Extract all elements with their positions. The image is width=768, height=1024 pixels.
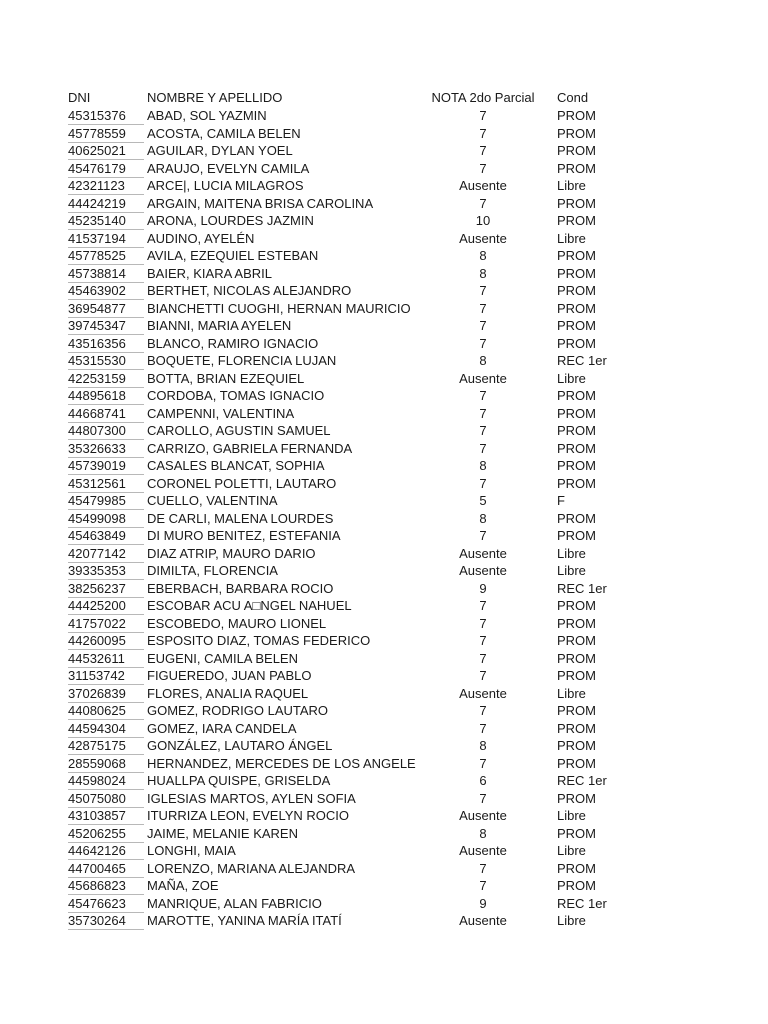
dni-cell: 44594304 — [68, 720, 144, 738]
table-row — [68, 685, 628, 703]
dni-cell: 39335353 — [68, 562, 144, 580]
cond-cell: PROM — [557, 265, 596, 281]
table-row — [68, 440, 628, 458]
header-cond: Cond — [557, 90, 589, 105]
name-cell: CASALES BLANCAT, SOPHIA — [147, 458, 325, 473]
dni-cell: 45476623 — [68, 895, 144, 913]
nota-cell: Ausente — [459, 685, 507, 701]
dni-cell: 43516356 — [68, 335, 144, 353]
name-cell: DI MURO BENITEZ, ESTEFANIA — [147, 528, 341, 543]
dni-cell: 37026839 — [68, 685, 144, 703]
table-row — [68, 527, 628, 545]
name-cell: ARGAIN, MAITENA BRISA CAROLINA — [147, 195, 374, 211]
nota-cell: 7 — [479, 475, 487, 491]
nota-cell: 7 — [479, 598, 487, 613]
cond-cell: PROM — [557, 528, 596, 543]
dni-cell: 44807300 — [68, 422, 144, 440]
name-cell: CORONEL POLETTI, LAUTARO — [147, 475, 337, 491]
cond-cell: Libre — [557, 370, 586, 386]
name-cell: CARRIZO, GABRIELA FERNANDA — [147, 440, 353, 456]
grades-table — [68, 89, 628, 930]
dni-cell: 45315530 — [68, 352, 144, 370]
name-cell: AUDINO, AYELÉN — [147, 230, 255, 246]
nota-cell: 7 — [479, 755, 487, 771]
nota-cell: 7 — [479, 423, 487, 438]
cond-cell: REC 1er — [557, 353, 607, 368]
table-row — [68, 125, 628, 143]
cond-cell: PROM — [557, 318, 596, 333]
name-cell: BIANNI, MARIA AYELEN — [147, 318, 292, 333]
cond-cell: PROM — [557, 825, 596, 841]
table-row — [68, 580, 628, 598]
cond-cell: PROM — [557, 195, 596, 211]
nota-cell: 7 — [479, 318, 487, 333]
dni-cell: 44425200 — [68, 597, 144, 615]
table-row — [68, 720, 628, 738]
name-cell: ACOSTA, CAMILA BELEN — [147, 125, 301, 141]
name-cell: BLANCO, RAMIRO IGNACIO — [147, 335, 319, 351]
cond-cell: PROM — [557, 703, 596, 718]
nota-cell: 9 — [479, 580, 487, 596]
nota-cell: 7 — [479, 720, 487, 736]
table-row — [68, 352, 628, 370]
table-row — [68, 405, 628, 423]
table-row — [68, 860, 628, 878]
cond-cell: PROM — [557, 720, 596, 736]
nota-cell: 7 — [479, 878, 487, 893]
dni-cell: 45479985 — [68, 492, 144, 510]
dni-cell: 44668741 — [68, 405, 144, 423]
table-row — [68, 335, 628, 353]
nota-cell: 8 — [479, 458, 487, 473]
cond-cell: PROM — [557, 440, 596, 456]
dni-cell: 45235140 — [68, 212, 144, 230]
cond-cell: PROM — [557, 300, 596, 316]
table-row — [68, 370, 628, 388]
nota-cell: 10 — [475, 213, 491, 228]
table-row — [68, 457, 628, 475]
dni-cell: 39745347 — [68, 317, 144, 335]
cond-cell: Libre — [557, 808, 586, 823]
dni-cell: 43103857 — [68, 807, 144, 825]
cond-cell: Libre — [557, 545, 586, 561]
name-cell: DIMILTA, FLORENCIA — [147, 563, 278, 578]
nota-cell: 7 — [479, 283, 487, 298]
dni-cell: 35326633 — [68, 440, 144, 458]
name-cell: MANRIQUE, ALAN FABRICIO — [147, 895, 322, 911]
nota-cell: 7 — [479, 615, 487, 631]
table-row — [68, 895, 628, 913]
table-row — [68, 160, 628, 178]
cond-cell: PROM — [557, 423, 596, 438]
table-body — [68, 107, 628, 930]
name-cell: ESCOBAR ACU A□NGEL NAHUEL — [147, 598, 352, 613]
cond-cell: PROM — [557, 755, 596, 771]
cond-cell: PROM — [557, 878, 596, 893]
name-cell: LONGHI, MAIA — [147, 843, 236, 858]
table-row — [68, 492, 628, 510]
table-row — [68, 195, 628, 213]
dni-cell: 36954877 — [68, 300, 144, 318]
table-row — [68, 510, 628, 528]
name-cell: ESCOBEDO, MAURO LIONEL — [147, 615, 327, 631]
dni-cell: 40625021 — [68, 142, 144, 160]
table-row — [68, 107, 628, 125]
dni-cell: 44260095 — [68, 632, 144, 650]
cond-cell: F — [557, 493, 565, 508]
nota-cell: 5 — [479, 493, 487, 508]
nota-cell: 8 — [479, 248, 487, 263]
name-cell: CAMPENNI, VALENTINA — [147, 405, 295, 421]
name-cell: EBERBACH, BARBARA ROCIO — [147, 580, 334, 596]
nota-cell: 7 — [479, 633, 487, 648]
nota-cell: 7 — [479, 528, 487, 543]
name-cell: ABAD, SOL YAZMIN — [147, 108, 267, 123]
cond-cell: Libre — [557, 230, 586, 246]
cond-cell: PROM — [557, 475, 596, 491]
cond-cell: REC 1er — [557, 895, 607, 911]
dni-cell: 45312561 — [68, 475, 144, 493]
nota-cell: 8 — [479, 265, 487, 281]
dni-cell: 28559068 — [68, 755, 144, 773]
name-cell: BERTHET, NICOLAS ALEJANDRO — [147, 283, 352, 298]
dni-cell: 42321123 — [68, 177, 144, 195]
name-cell: ITURRIZA LEON, EVELYN ROCIO — [147, 808, 350, 823]
nota-cell: 9 — [479, 895, 487, 911]
table-row — [68, 790, 628, 808]
cond-cell: Libre — [557, 563, 586, 578]
table-row — [68, 562, 628, 580]
cond-cell: PROM — [557, 283, 596, 298]
table-row — [68, 545, 628, 563]
nota-cell: 7 — [479, 668, 487, 683]
name-cell: CAROLLO, AGUSTIN SAMUEL — [147, 423, 331, 438]
nota-cell: 7 — [479, 388, 487, 403]
nota-cell: Ausente — [459, 563, 507, 578]
dni-cell: 45463849 — [68, 527, 144, 545]
name-cell: BIANCHETTI CUOGHI, HERNAN MAURICIO — [147, 300, 411, 316]
cond-cell: PROM — [557, 335, 596, 351]
name-cell: DIAZ ATRIP, MAURO DARIO — [147, 545, 316, 561]
nota-cell: 8 — [479, 510, 487, 526]
cond-cell: PROM — [557, 860, 596, 876]
table-row — [68, 475, 628, 493]
table-row — [68, 842, 628, 860]
table-row — [68, 387, 628, 405]
dni-cell: 45686823 — [68, 877, 144, 895]
name-cell: ARAUJO, EVELYN CAMILA — [147, 160, 310, 176]
table-row — [68, 212, 628, 230]
cond-cell: Libre — [557, 178, 586, 193]
table-row — [68, 265, 628, 283]
name-cell: CUELLO, VALENTINA — [147, 493, 278, 508]
dni-cell: 45778559 — [68, 125, 144, 143]
table-row — [68, 230, 628, 248]
cond-cell: PROM — [557, 213, 596, 228]
cond-cell: PROM — [557, 598, 596, 613]
nota-cell: Ausente — [459, 843, 507, 858]
cond-cell: PROM — [557, 738, 596, 753]
dni-cell: 45315376 — [68, 107, 144, 125]
dni-cell: 35730264 — [68, 912, 144, 930]
name-cell: EUGENI, CAMILA BELEN — [147, 650, 298, 666]
table-row — [68, 615, 628, 633]
dni-cell: 42253159 — [68, 370, 144, 388]
name-cell: AVILA, EZEQUIEL ESTEBAN — [147, 248, 319, 263]
name-cell: HERNANDEZ, MERCEDES DE LOS ANGELE — [147, 755, 416, 771]
dni-cell: 42077142 — [68, 545, 144, 563]
table-row — [68, 667, 628, 685]
table-row — [68, 247, 628, 265]
name-cell: MAROTTE, YANINA MARÍA ITATÍ — [147, 913, 342, 928]
table-row — [68, 772, 628, 790]
cond-cell: Libre — [557, 685, 586, 701]
name-cell: BOQUETE, FLORENCIA LUJAN — [147, 353, 337, 368]
nota-cell: 7 — [479, 860, 487, 876]
cond-cell: REC 1er — [557, 773, 607, 788]
cond-cell: PROM — [557, 633, 596, 648]
cond-cell: PROM — [557, 668, 596, 683]
dni-cell: 45499098 — [68, 510, 144, 528]
nota-cell: 7 — [479, 300, 487, 316]
dni-cell: 45476179 — [68, 160, 144, 178]
dni-cell: 44424219 — [68, 195, 144, 213]
cond-cell: PROM — [557, 650, 596, 666]
dni-cell: 41757022 — [68, 615, 144, 633]
table-row — [68, 825, 628, 843]
header-nota: NOTA 2do Parcial — [431, 90, 535, 105]
header-dni: DNI — [68, 90, 91, 105]
table-row — [68, 282, 628, 300]
name-cell: FIGUEREDO, JUAN PABLO — [147, 668, 312, 683]
nota-cell: 7 — [479, 703, 487, 718]
dni-cell: 45463902 — [68, 282, 144, 300]
nota-cell: 6 — [479, 773, 487, 788]
nota-cell: 7 — [479, 108, 487, 123]
nota-cell: 7 — [479, 335, 487, 351]
dni-cell: 44642126 — [68, 842, 144, 860]
cond-cell: PROM — [557, 125, 596, 141]
cond-cell: PROM — [557, 248, 596, 263]
name-cell: FLORES, ANALIA RAQUEL — [147, 685, 309, 701]
cond-cell: PROM — [557, 405, 596, 421]
name-cell: BOTTA, BRIAN EZEQUIEL — [147, 370, 305, 386]
nota-cell: 7 — [479, 143, 487, 158]
table-row — [68, 755, 628, 773]
cond-cell: PROM — [557, 160, 596, 176]
nota-cell: 8 — [479, 353, 487, 368]
cond-cell: PROM — [557, 388, 596, 403]
name-cell: AGUILAR, DYLAN YOEL — [147, 143, 293, 158]
dni-cell: 44532611 — [68, 650, 144, 668]
dni-cell: 45739019 — [68, 457, 144, 475]
cond-cell: REC 1er — [557, 580, 607, 596]
table-row — [68, 597, 628, 615]
nota-cell: 7 — [479, 125, 487, 141]
nota-cell: 7 — [479, 160, 487, 176]
table-row — [68, 177, 628, 195]
dni-cell: 44080625 — [68, 702, 144, 720]
name-cell: LORENZO, MARIANA ALEJANDRA — [147, 860, 356, 876]
name-cell: HUALLPA QUISPE, GRISELDA — [147, 773, 331, 788]
table-row — [68, 877, 628, 895]
cond-cell: PROM — [557, 108, 596, 123]
dni-cell: 45206255 — [68, 825, 144, 843]
name-cell: DE CARLI, MALENA LOURDES — [147, 510, 334, 526]
cond-cell: PROM — [557, 143, 596, 158]
nota-cell: Ausente — [459, 230, 507, 246]
cond-cell: PROM — [557, 790, 596, 806]
nota-cell: 7 — [479, 195, 487, 211]
nota-cell: 8 — [479, 825, 487, 841]
name-cell: MAÑA, ZOE — [147, 878, 219, 893]
nota-cell: 8 — [479, 738, 487, 753]
cond-cell: PROM — [557, 615, 596, 631]
cond-cell: PROM — [557, 510, 596, 526]
dni-cell: 45778525 — [68, 247, 144, 265]
dni-cell: 44895618 — [68, 387, 144, 405]
dni-cell: 41537194 — [68, 230, 144, 248]
table-row — [68, 142, 628, 160]
name-cell: GONZÁLEZ, LAUTARO ÁNGEL — [147, 738, 333, 753]
dni-cell: 44700465 — [68, 860, 144, 878]
dni-cell: 45738814 — [68, 265, 144, 283]
nota-cell: 7 — [479, 440, 487, 456]
name-cell: BAIER, KIARA ABRIL — [147, 265, 272, 281]
table-row — [68, 912, 628, 930]
name-cell: IGLESIAS MARTOS, AYLEN SOFIA — [147, 790, 356, 806]
cond-cell: Libre — [557, 913, 586, 928]
name-cell: CORDOBA, TOMAS IGNACIO — [147, 388, 325, 403]
nota-cell: Ausente — [459, 178, 507, 193]
table-row — [68, 807, 628, 825]
cond-cell: PROM — [557, 458, 596, 473]
nota-cell: Ausente — [459, 545, 507, 561]
dni-cell: 45075080 — [68, 790, 144, 808]
nota-cell: 7 — [479, 790, 487, 806]
nota-cell: Ausente — [459, 370, 507, 386]
nota-cell: Ausente — [459, 913, 507, 928]
name-cell: ARCE|, LUCIA MILAGROS — [147, 178, 304, 193]
dni-cell: 31153742 — [68, 667, 144, 685]
table-row — [68, 737, 628, 755]
header-name: NOMBRE Y APELLIDO — [147, 90, 283, 105]
table-row — [68, 632, 628, 650]
nota-cell: 7 — [479, 650, 487, 666]
dni-cell: 38256237 — [68, 580, 144, 598]
table-row — [68, 422, 628, 440]
name-cell: GOMEZ, RODRIGO LAUTARO — [147, 703, 329, 718]
name-cell: GOMEZ, IARA CANDELA — [147, 720, 297, 736]
table-row — [68, 317, 628, 335]
table-header-row — [68, 89, 628, 107]
nota-cell: Ausente — [459, 808, 507, 823]
dni-cell: 42875175 — [68, 737, 144, 755]
table-row — [68, 650, 628, 668]
table-row — [68, 300, 628, 318]
name-cell: JAIME, MELANIE KAREN — [147, 825, 298, 841]
cond-cell: Libre — [557, 843, 586, 858]
dni-cell: 44598024 — [68, 772, 144, 790]
name-cell: ESPOSITO DIAZ, TOMAS FEDERICO — [147, 633, 371, 648]
name-cell: ARONA, LOURDES JAZMIN — [147, 213, 314, 228]
nota-cell: 7 — [479, 405, 487, 421]
table-row — [68, 702, 628, 720]
